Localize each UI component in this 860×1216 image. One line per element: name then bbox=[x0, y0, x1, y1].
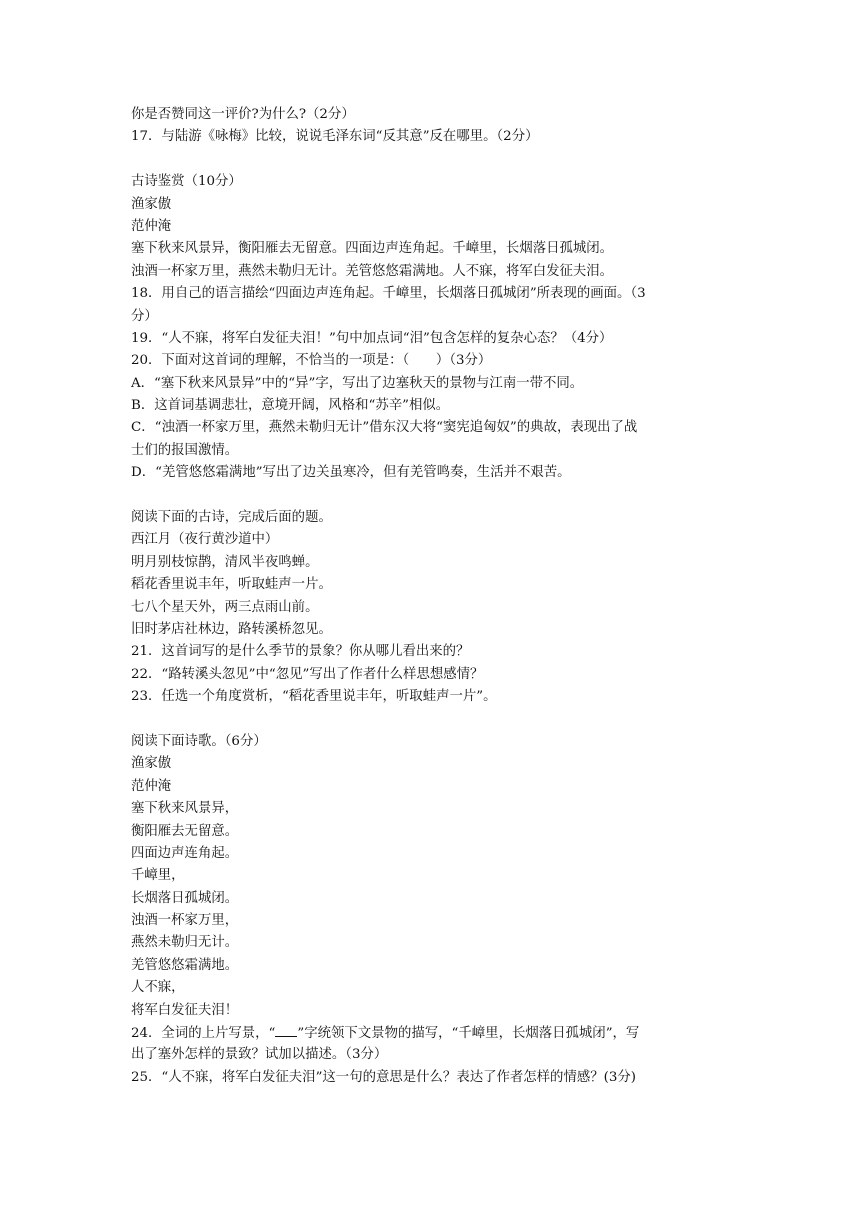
poem-line: 千嶂里， bbox=[131, 868, 185, 884]
question-24-prefix: 24．全词的上片写景，“ bbox=[131, 1026, 276, 1042]
option-c: C．“浊酒一杯家万里，燕然未勒归无计”借东汉大将“窦宪追匈奴”的典故，表现出了战 bbox=[131, 420, 638, 436]
document-body bbox=[131, 104, 737, 1089]
poem-line: 旧时茅店社林边，路转溪桥忽见。 bbox=[131, 621, 332, 637]
section-intro: 阅读下面的古诗，完成后面的题。 bbox=[131, 510, 332, 526]
spacer bbox=[131, 709, 737, 731]
answer-blank bbox=[275, 1022, 297, 1037]
question-24 bbox=[131, 1022, 737, 1044]
option-a: A．“塞下秋来风景异”中的“异”字，写出了边塞秋天的景物与江南一带不同。 bbox=[131, 375, 584, 391]
poem-line: 四面边声连角起。 bbox=[131, 845, 239, 861]
question-17: 17．与陆游《咏梅》比较，说说毛泽东词“反其意”反在哪里。（2分） bbox=[131, 129, 539, 145]
question-21: 21．这首词写的是什么季节的景象？你从哪儿看出来的？ bbox=[131, 644, 470, 660]
question-25: 25．“人不寐，将军白发征夫泪”这一句的意思是什么？表达了作者怎样的情感？(3分) bbox=[131, 1069, 636, 1085]
question-24-cont: 出了塞外怎样的景致？试加以描述。（3分） bbox=[131, 1047, 388, 1063]
poem-author: 范仲淹 bbox=[131, 778, 172, 794]
poem-line: 塞下秋来风景异，衡阳雁去无留意。四面边声连角起。千嶂里，长烟落日孤城闭。 bbox=[131, 241, 614, 257]
option-b: B．这首词基调悲壮，意境开阔，风格和“苏辛”相似。 bbox=[131, 398, 450, 414]
spacer bbox=[131, 149, 737, 171]
poem-line: 将军白发征夫泪！ bbox=[131, 1002, 239, 1018]
poem-line: 长烟落日孤城闭。 bbox=[131, 890, 239, 906]
text-line: 你是否赞同这一评价?为什么?（2分） bbox=[131, 107, 355, 122]
poem-line: 塞下秋来风景异， bbox=[131, 801, 239, 817]
poem-line: 浊酒一杯家万里， bbox=[131, 913, 239, 929]
poem-line: 衡阳雁去无留意。 bbox=[131, 823, 239, 839]
poem-title: 渔家傲 bbox=[131, 756, 172, 772]
question-18: 18．用自己的语言描绘“四面边声连角起。千嶂里，长烟落日孤城闭”所表现的画面。（3 bbox=[131, 286, 646, 302]
question-19: 19．“人不寐，将军白发征夫泪！”句中加点词“泪”包含怎样的复杂心态？（4分） bbox=[131, 330, 613, 346]
option-c-cont: 士们的报国激情。 bbox=[131, 442, 239, 458]
poem-line: 明月别枝惊鹊，清风半夜鸣蝉。 bbox=[131, 554, 319, 570]
poem-line: 稻花香里说丰年，听取蛙声一片。 bbox=[131, 577, 332, 593]
poem-line: 浊酒一杯家万里，燕然未勒归无计。羌管悠悠霜满地。人不寐，将军白发征夫泪。 bbox=[131, 263, 614, 279]
spacer bbox=[131, 485, 737, 507]
question-24-suffix: ”字统领下文景物的描写，“千嶂里，长烟落日孤城闭”，写 bbox=[297, 1026, 640, 1042]
poem-line: 七八个星天外，两三点雨山前。 bbox=[131, 599, 319, 615]
poem-author: 范仲淹 bbox=[131, 218, 172, 234]
question-22: 22．“路转溪头忽见”中“忽见”写出了作者什么样思想感情？ bbox=[131, 666, 484, 682]
question-23: 23．任选一个角度赏析，“稻花香里说丰年，听取蛙声一片”。 bbox=[131, 689, 497, 705]
question-18-cont: 分） bbox=[131, 308, 158, 324]
question-20: 20．下面对这首词的理解，不恰当的一项是：（ ）（3分） bbox=[131, 353, 492, 369]
poem-title: 渔家傲 bbox=[131, 196, 172, 212]
option-d: D．“羌管悠悠霜满地”写出了边关虽寒冷，但有羌管鸣奏，生活并不艰苦。 bbox=[131, 465, 571, 481]
section-intro: 阅读下面诗歌。（6分） bbox=[131, 733, 267, 749]
poem-line: 羌管悠悠霜满地。 bbox=[131, 957, 239, 973]
poem-line: 燕然未勒归无计。 bbox=[131, 935, 239, 951]
poem-line: 人不寐， bbox=[131, 980, 185, 996]
section-heading: 古诗鉴赏（10分） bbox=[131, 174, 242, 190]
poem-title: 西江月（夜行黄沙道中） bbox=[131, 532, 279, 548]
